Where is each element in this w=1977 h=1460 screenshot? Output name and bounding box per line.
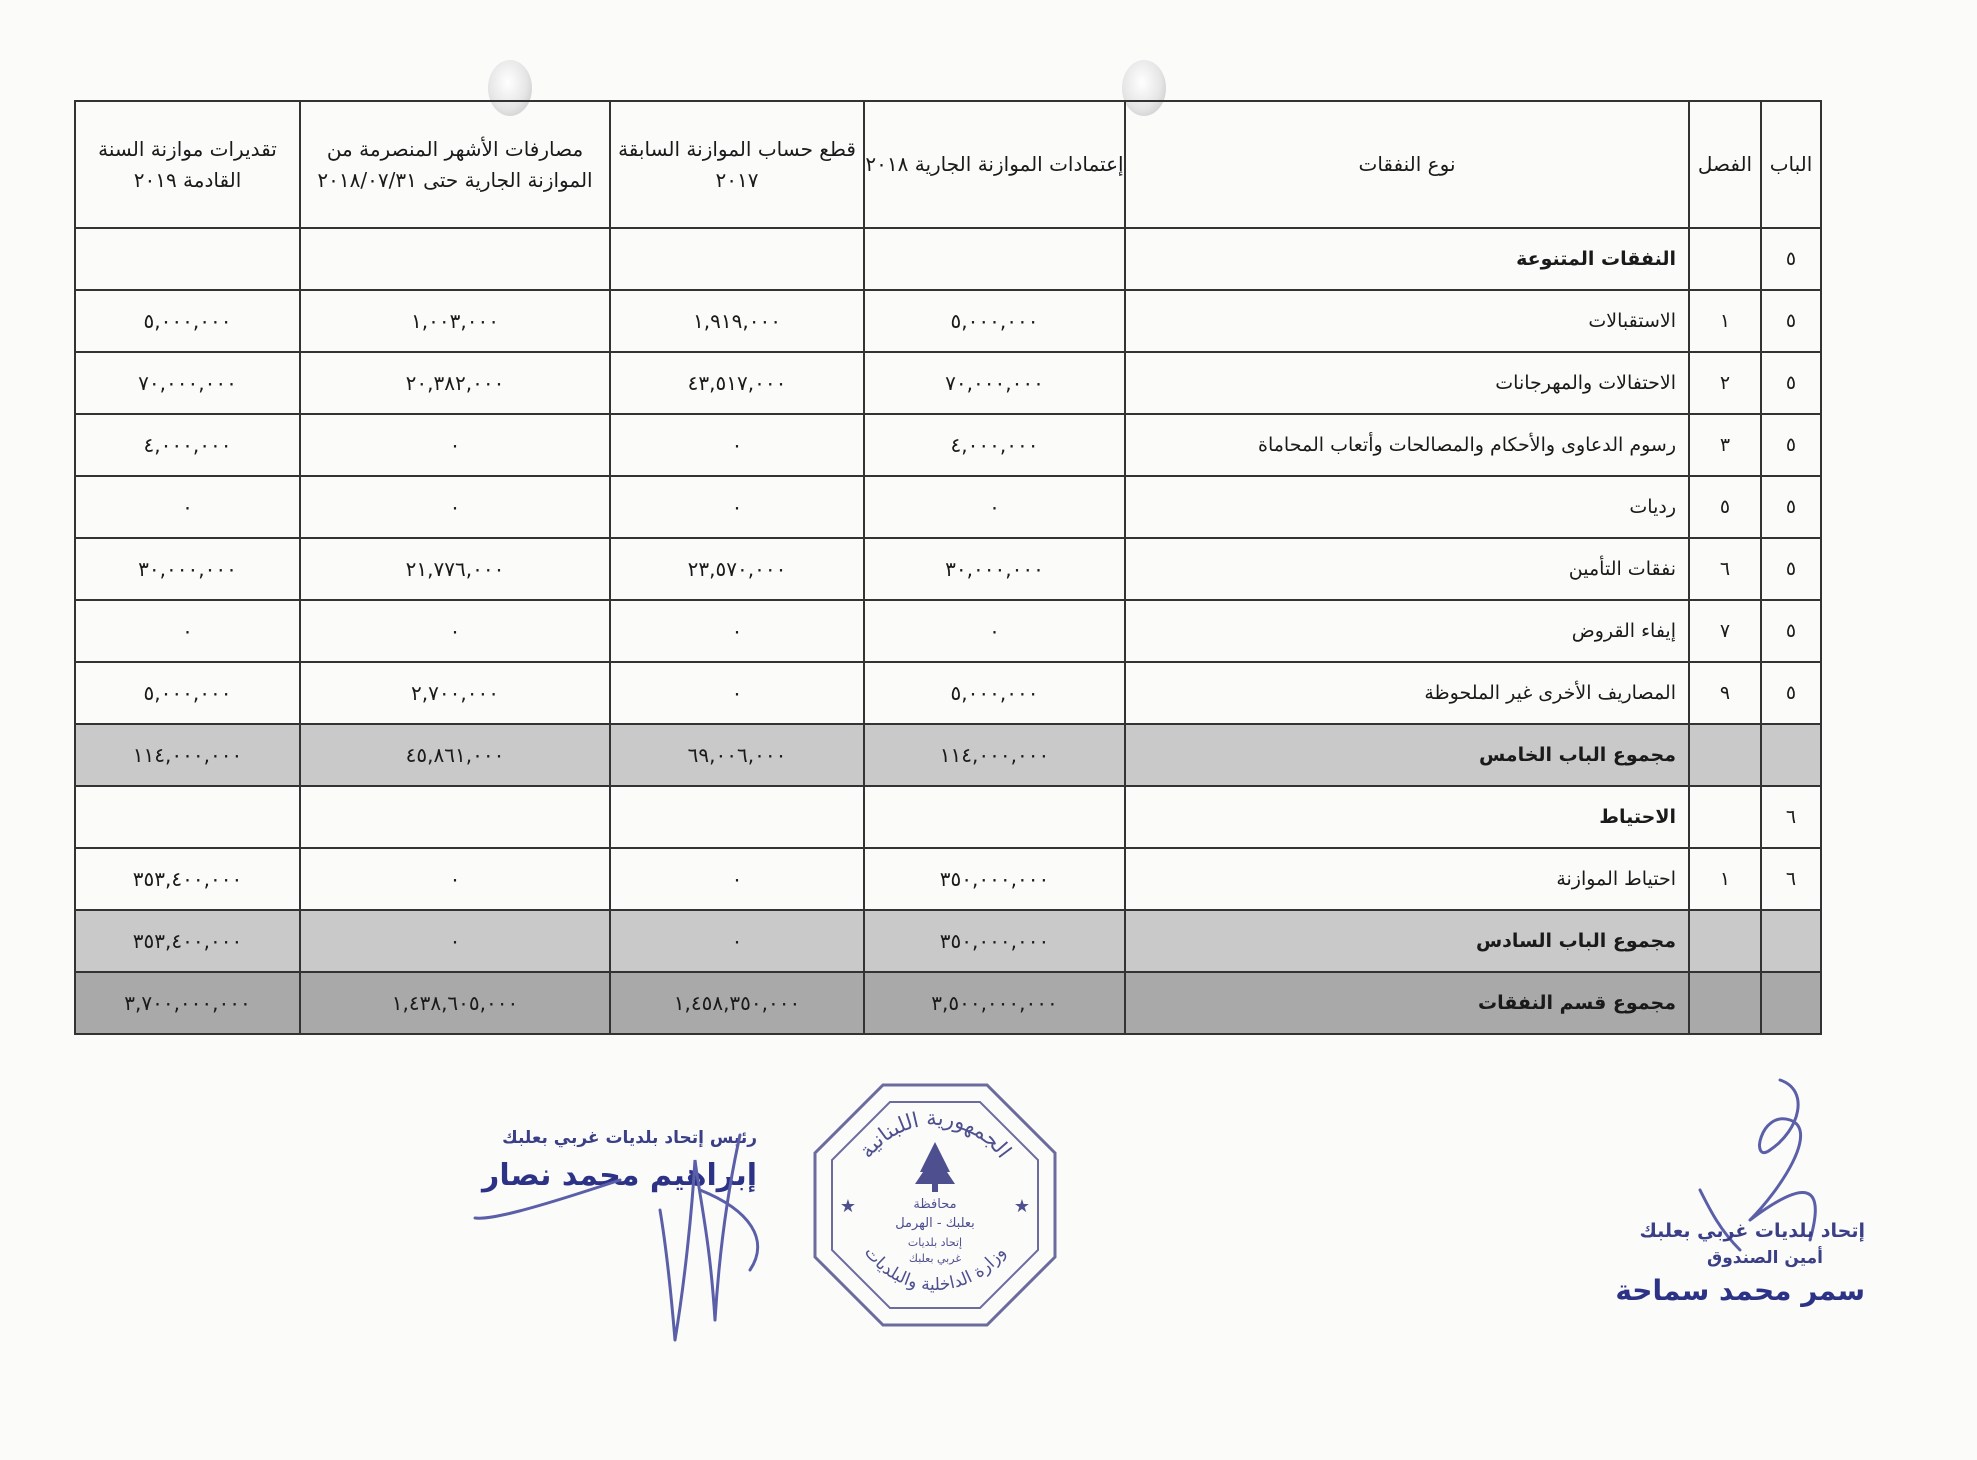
expenses-table: [74, 100, 1822, 1035]
header-next: تقديرات موازنة السنة القادمة ٢٠١٩: [75, 101, 300, 228]
cell-next: ٠: [75, 476, 300, 538]
cell-current: ٧٠,٠٠٠,٠٠٠: [864, 352, 1125, 414]
cell-previous: [610, 228, 864, 290]
table-row: [75, 476, 1821, 538]
cell-spent: ٠: [300, 414, 610, 476]
cell-current: ٣,٥٠٠,٠٠٠,٠٠٠: [864, 972, 1125, 1034]
cell-bab: ٥: [1761, 662, 1821, 724]
cell-bab: [1761, 972, 1821, 1034]
cedar-tree-icon: [915, 1142, 955, 1192]
cell-type: مجموع الباب الخامس: [1125, 724, 1689, 786]
header-type: نوع النفقات: [1125, 101, 1689, 228]
cell-spent: [300, 786, 610, 848]
cell-bab: ٥: [1761, 414, 1821, 476]
cell-type: الاستقبالات: [1125, 290, 1689, 352]
cell-type: الاحتفالات والمهرجانات: [1125, 352, 1689, 414]
president-signature-icon: [470, 1120, 810, 1360]
cell-spent: ٠: [300, 910, 610, 972]
stamp-outer-top: الجمهورية اللبنانية: [854, 1105, 1017, 1163]
cell-bab: ٥: [1761, 538, 1821, 600]
cell-current: [864, 228, 1125, 290]
stamp-line3: إتحاد بلديات: [907, 1236, 963, 1249]
cell-previous: ٠: [610, 414, 864, 476]
table-row: [75, 228, 1821, 290]
cell-type: النفقات المتنوعة: [1125, 228, 1689, 290]
cell-previous: ٢٣,٥٧٠,٠٠٠: [610, 538, 864, 600]
cell-spent: ٢٠,٣٨٢,٠٠٠: [300, 352, 610, 414]
cell-fasl: [1689, 786, 1761, 848]
cell-bab: ٥: [1761, 228, 1821, 290]
cell-previous: ٠: [610, 600, 864, 662]
cell-previous: ٠: [610, 910, 864, 972]
cell-type: رسوم الدعاوى والأحكام والمصالحات وأتعاب المحاماة: [1125, 414, 1689, 476]
stamp-line1: محافظة: [913, 1197, 957, 1212]
cell-spent: ٤٥,٨٦١,٠٠٠: [300, 724, 610, 786]
cell-fasl: ٧: [1689, 600, 1761, 662]
cell-type: رديات: [1125, 476, 1689, 538]
cell-fasl: ٦: [1689, 538, 1761, 600]
cell-type: المصاريف الأخرى غير الملحوظة: [1125, 662, 1689, 724]
header-previous: قطع حساب الموازنة السابقة ٢٠١٧: [610, 101, 864, 228]
cell-current: ٤,٠٠٠,٠٠٠: [864, 414, 1125, 476]
cell-current: ٠: [864, 476, 1125, 538]
cell-bab: ٥: [1761, 600, 1821, 662]
cell-fasl: ١: [1689, 848, 1761, 910]
treasurer-org: إتحاد بلديات غربي بعلبك: [1639, 1220, 1865, 1242]
cell-next: ٣٥٣,٤٠٠,٠٠٠: [75, 910, 300, 972]
president-name: إبراهيم محمد نصار: [482, 1158, 757, 1193]
header-spent: مصارفات الأشهر المنصرمة من الموازنة الجارية حتى ٢٠١٨/٠٧/٣١: [300, 101, 610, 228]
subtotal-row: [75, 910, 1821, 972]
cell-next: [75, 786, 300, 848]
cell-next: ٧٠,٠٠٠,٠٠٠: [75, 352, 300, 414]
president-title: رئيس إتحاد بلديات غربي بعلبك: [502, 1128, 757, 1148]
cell-spent: [300, 228, 610, 290]
cell-type: نفقات التأمين: [1125, 538, 1689, 600]
treasurer-title: أمين الصندوق: [1707, 1248, 1823, 1268]
table-row: [75, 290, 1821, 352]
header-current: إعتمادات الموازنة الجارية ٢٠١٨: [864, 101, 1125, 228]
cell-fasl: ٥: [1689, 476, 1761, 538]
cell-next: ٥,٠٠٠,٠٠٠: [75, 290, 300, 352]
cell-fasl: [1689, 910, 1761, 972]
table-row: [75, 600, 1821, 662]
svg-text:وزارة الداخلية والبلديات: [860, 1243, 1010, 1295]
cell-next: ٣٠,٠٠٠,٠٠٠: [75, 538, 300, 600]
cell-fasl: ١: [1689, 290, 1761, 352]
cell-current: ١١٤,٠٠٠,٠٠٠: [864, 724, 1125, 786]
grand-total-row: [75, 972, 1821, 1034]
cell-fasl: [1689, 228, 1761, 290]
cell-spent: ١,٤٣٨,٦٠٥,٠٠٠: [300, 972, 610, 1034]
cell-fasl: ٢: [1689, 352, 1761, 414]
treasurer-name: سمر محمد سماحة: [1615, 1274, 1865, 1307]
cell-fasl: ٣: [1689, 414, 1761, 476]
table-row: [75, 848, 1821, 910]
table-row: [75, 352, 1821, 414]
cell-next: ١١٤,٠٠٠,٠٠٠: [75, 724, 300, 786]
cell-previous: ٠: [610, 662, 864, 724]
header-fasl: الفصل: [1689, 101, 1761, 228]
cell-spent: ٠: [300, 600, 610, 662]
cell-type: الاحتياط: [1125, 786, 1689, 848]
table-row: [75, 786, 1821, 848]
table-row: [75, 538, 1821, 600]
cell-current: ٣٥٠,٠٠٠,٠٠٠: [864, 848, 1125, 910]
cell-bab: ٦: [1761, 786, 1821, 848]
cell-bab: [1761, 910, 1821, 972]
cell-previous: ٠: [610, 476, 864, 538]
cell-current: ٣٥٠,٠٠٠,٠٠٠: [864, 910, 1125, 972]
stamp-line2: بعلبك - الهرمل: [895, 1216, 975, 1231]
star-icon: ★: [839, 1196, 857, 1217]
cell-spent: ١,٠٠٣,٠٠٠: [300, 290, 610, 352]
cell-fasl: [1689, 724, 1761, 786]
cell-previous: [610, 786, 864, 848]
stamp-line4: غربي بعلبك: [908, 1252, 962, 1265]
cell-spent: ٢,٧٠٠,٠٠٠: [300, 662, 610, 724]
cell-bab: [1761, 724, 1821, 786]
official-stamp-icon: [810, 1080, 1060, 1330]
cell-current: ٠: [864, 600, 1125, 662]
table-row: [75, 414, 1821, 476]
table-row: [75, 662, 1821, 724]
table-header-row: [75, 101, 1821, 228]
subtotal-row: [75, 724, 1821, 786]
cell-spent: ٢١,٧٧٦,٠٠٠: [300, 538, 610, 600]
cell-type: إيفاء القروض: [1125, 600, 1689, 662]
star-icon: ★: [1013, 1196, 1031, 1217]
cell-type: احتياط الموازنة: [1125, 848, 1689, 910]
cell-next: ٤,٠٠٠,٠٠٠: [75, 414, 300, 476]
cell-spent: ٠: [300, 848, 610, 910]
cell-next: ٣,٧٠٠,٠٠٠,٠٠٠: [75, 972, 300, 1034]
cell-type: مجموع الباب السادس: [1125, 910, 1689, 972]
cell-previous: ٦٩,٠٠٦,٠٠٠: [610, 724, 864, 786]
cell-previous: ١,٤٥٨,٣٥٠,٠٠٠: [610, 972, 864, 1034]
cell-fasl: ٩: [1689, 662, 1761, 724]
cell-previous: ٤٣,٥١٧,٠٠٠: [610, 352, 864, 414]
cell-spent: ٠: [300, 476, 610, 538]
cell-previous: ١,٩١٩,٠٠٠: [610, 290, 864, 352]
cell-type: مجموع قسم النفقات: [1125, 972, 1689, 1034]
header-bab: الباب: [1761, 101, 1821, 228]
cell-current: ٣٠,٠٠٠,٠٠٠: [864, 538, 1125, 600]
cell-current: ٥,٠٠٠,٠٠٠: [864, 290, 1125, 352]
cell-next: ٠: [75, 600, 300, 662]
cell-bab: ٥: [1761, 352, 1821, 414]
cell-bab: ٥: [1761, 290, 1821, 352]
cell-previous: ٠: [610, 848, 864, 910]
stamp-outer-bottom: وزارة الداخلية والبلديات: [860, 1242, 1010, 1296]
cell-next: [75, 228, 300, 290]
cell-next: ٥,٠٠٠,٠٠٠: [75, 662, 300, 724]
cell-next: ٣٥٣,٤٠٠,٠٠٠: [75, 848, 300, 910]
cell-fasl: [1689, 972, 1761, 1034]
cell-current: ٥,٠٠٠,٠٠٠: [864, 662, 1125, 724]
cell-current: [864, 786, 1125, 848]
cell-bab: ٦: [1761, 848, 1821, 910]
treasurer-signature-block: [1615, 1220, 1865, 1307]
cell-bab: ٥: [1761, 476, 1821, 538]
